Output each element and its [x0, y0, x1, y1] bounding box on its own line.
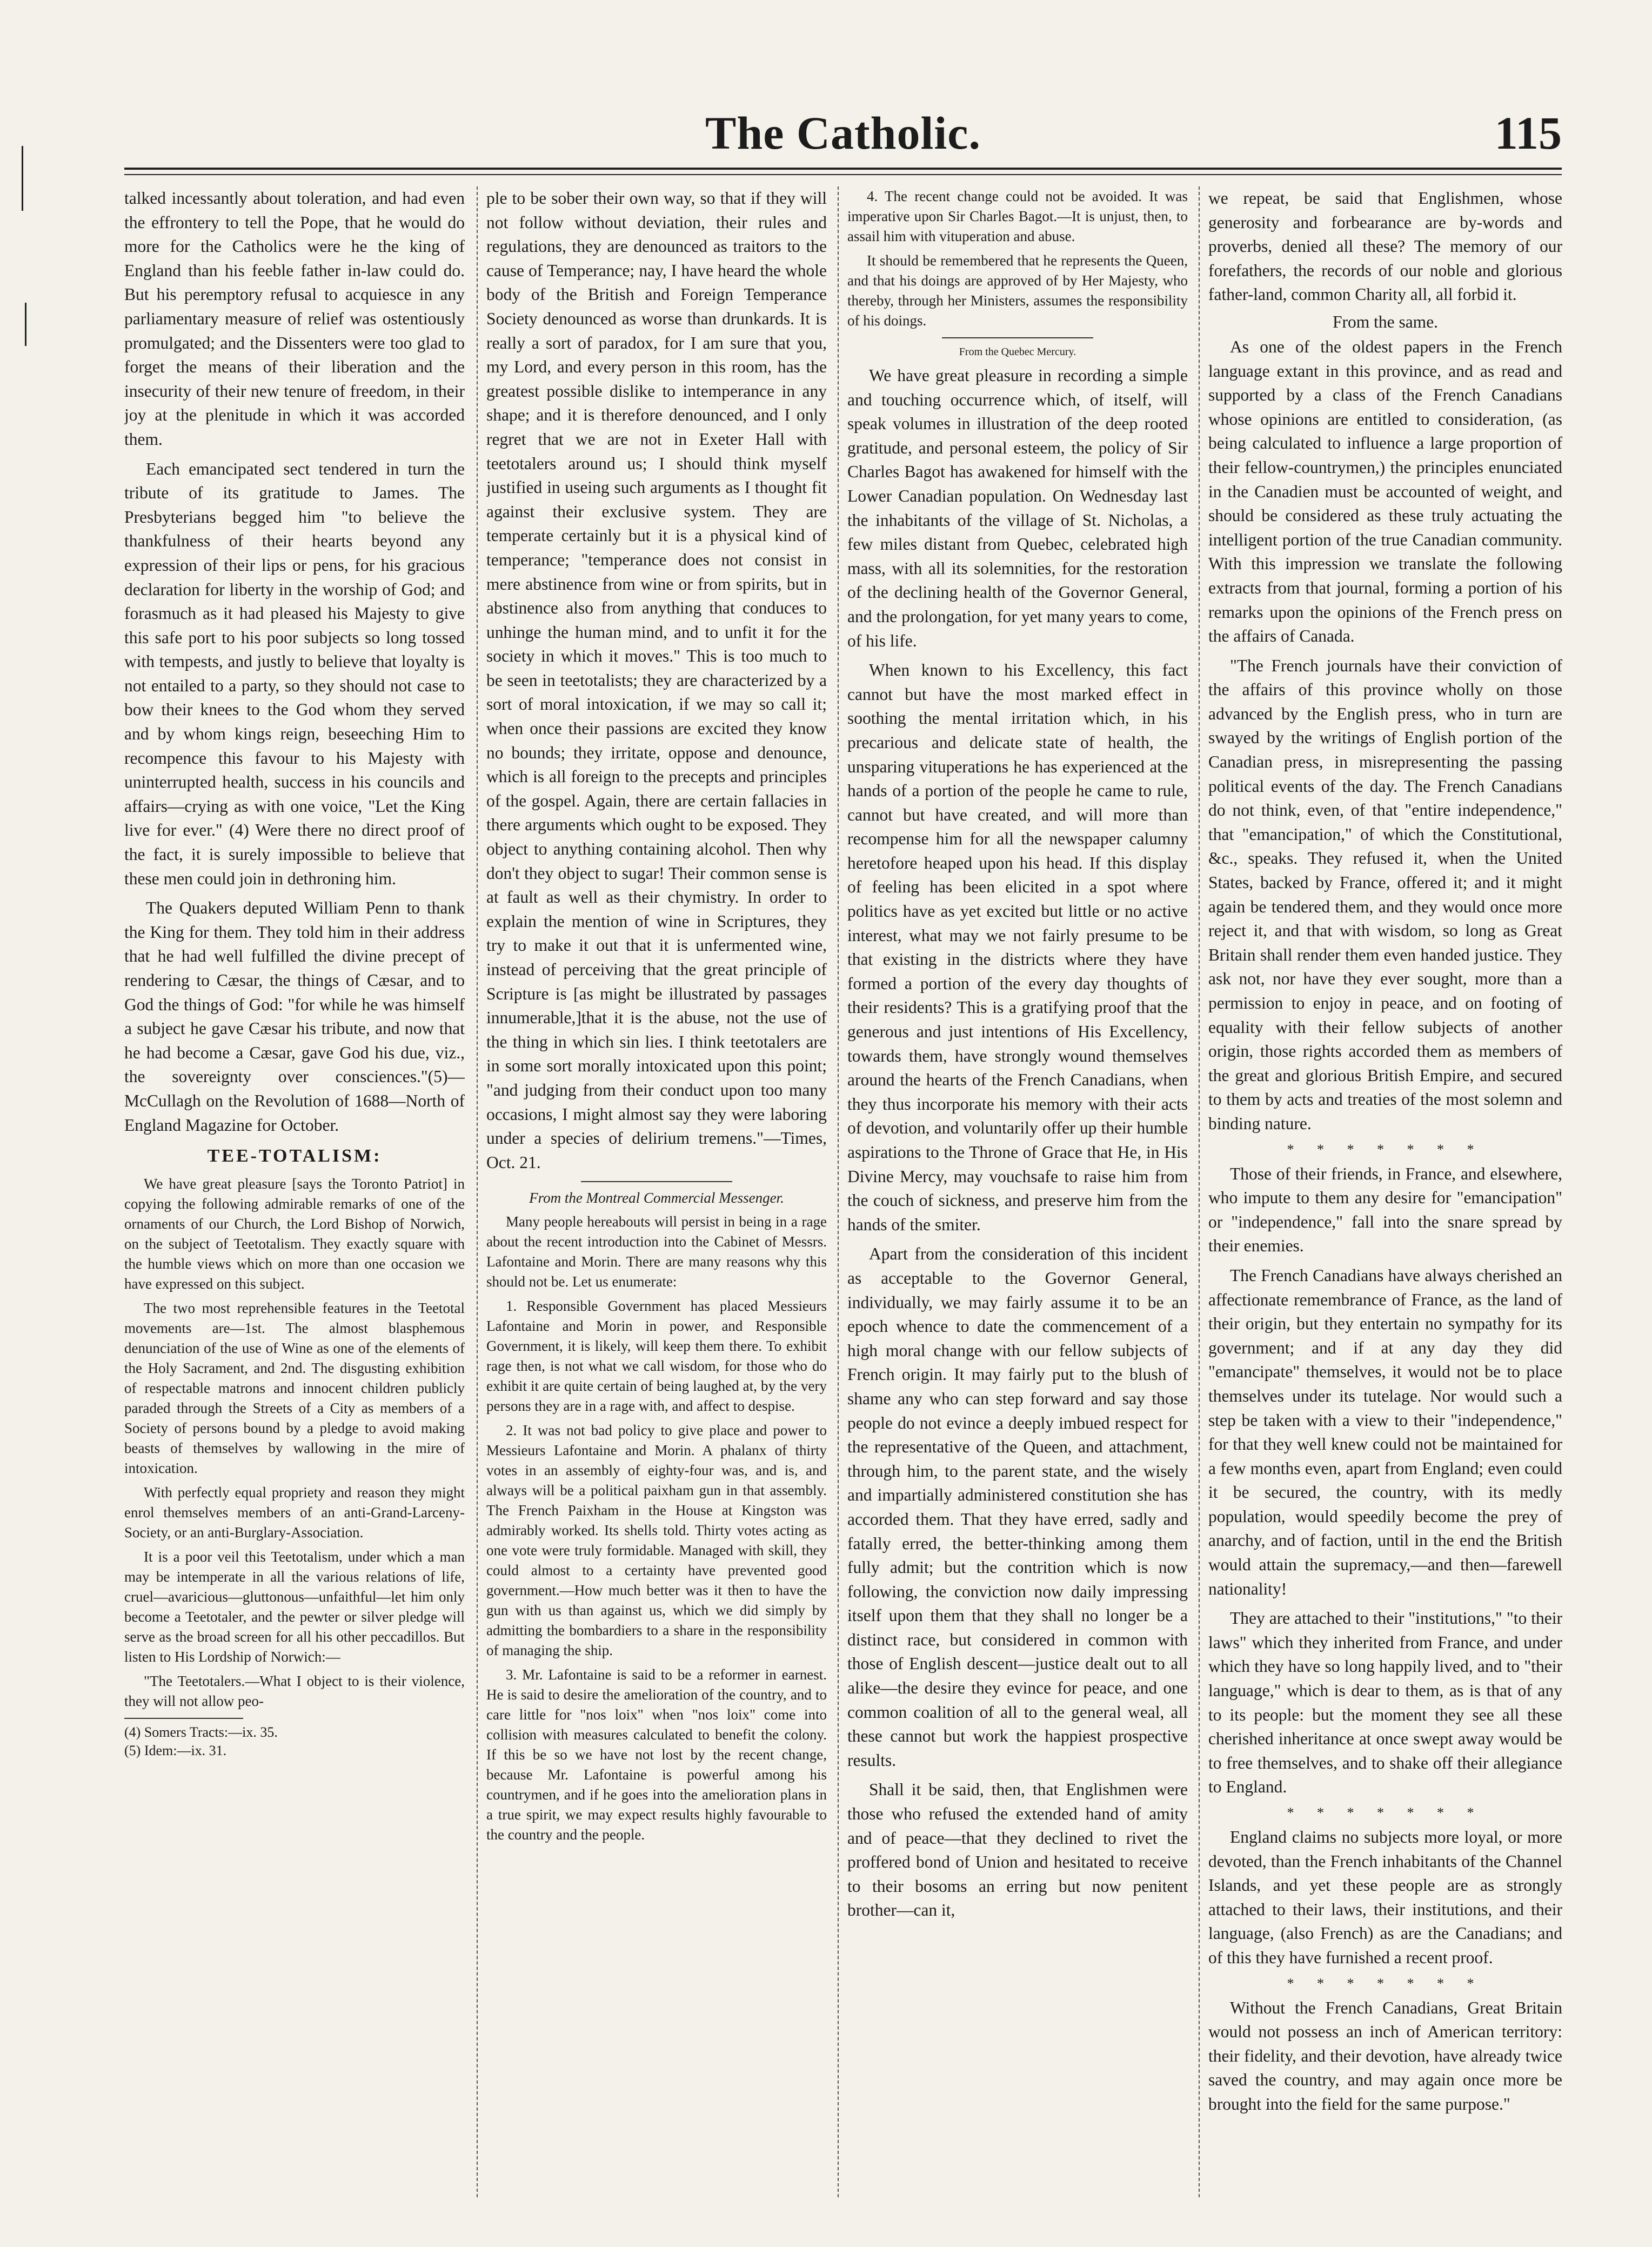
article-paragraph: With perfectly equal propriety and reason they might enrol themselves members of an anti-Grand-Larceny-Society, or an anti-Burglary-Association.: [124, 1484, 465, 1541]
article-paragraph: The Quakers deputed William Penn to thank the King for them. They told him in their address that he had well fulfilled the divine precept of rendering to Cæsar, the things of Cæsar, and to God the things of God: "for while he was himself a subject he gave Cæsar his tribute, and now that he had become a Cæsar, gave God his due, viz., the sovereignty over consciences."(5)—McCullagh on the Revolution of 1688—North of England Magazine for October.: [124, 898, 465, 1135]
header-rule-thick: [124, 168, 1562, 170]
article-paragraph: 3. Mr. Lafontaine is said to be a reformer in earnest. He is said to desire the amelioration of the country, and to care little for "nos loix" when "nos loix" come into collision with measures calculated to benefit the colony. If this be so we have not lost by the recent change, because Mr. Lafontaine is powerful among his countrymen, and if he goes into the amelioration plans in a true spirit, we may expect results highly favourable to the country and the people.: [486, 1666, 827, 1843]
article-paragraph: It is a poor veil this Teetotalism, under which a man may be intemperate in all the various relations of life, cruel—avaricious—gluttonous—unfaithful—let him only become a Teetotaler, and the pewter or silver pledge will serve as the broad screen for all his other peccadillos. But listen to His Lordship of Norwich:—: [124, 1549, 465, 1665]
article-paragraph: We have great pleasure [says the Toronto Patriot] in copying the following admirable remarks of one of the ornaments of our Church, the Lord Bishop of Norwich, on the subject of Teetotalism. They exactly square with the humble views which on more than one occasion we have expressed on this subject.: [124, 1176, 465, 1292]
masthead: [124, 106, 1562, 165]
article-source: From the same.: [1332, 312, 1439, 331]
article-paragraph: The two most reprehensible features in the Teetotal movements are—1st. The almost blasphemous denunciation of the use of Wine as one of the elements of the Holy Sacrament, and 2nd. The disgusting exhibition of respectable matrons and innocent children publicly paraded through the Streets of a City as members of a Society of persons bound by a pledge to avoid making beasts of themselves by wallowing in the mire of intoxication.: [124, 1300, 465, 1477]
page-number: 115: [1494, 107, 1562, 159]
column-1: [124, 186, 465, 2197]
article-paragraph: Each emancipated sect tendered in turn the tribute of its gratitude to James. The Presbyterians begged him "to believe the thankfulness of their hearts beyond any expression of their lips or pens, for his gracious declaration for liberty in the worship of God; and forasmuch as it had pleased his Majesty to give this safe port to his poor subjects so long tossed with tempests, and justly to believe that loyalty is not entailed to a party, so they should not case to bow their knees to the God whom they served and by whom kings reign, beseeching Him to recompence this favour to his Majesty with uninterrupted health, success in his councils and affairs—crying as with one voice, "Let the King live for ever." (4) Were there no direct proof of the fact, it is surely impossible to believe that these men could join in dethroning him.: [124, 459, 465, 888]
article-paragraph: Shall it be said, then, that Englishmen were those who refused the extended hand of amity and of peace—that they declined to rivet the proffered bond of Union and hesitated to receive to their bosoms an erring but now penitent brother—can it,: [847, 1780, 1188, 1920]
article-source: From the Montreal Commercial Messenger.: [529, 1190, 784, 1206]
column-divider: [477, 186, 478, 2197]
margin-mark: [25, 303, 26, 346]
newspaper-title: The Catholic.: [705, 107, 981, 159]
column-divider: [838, 186, 839, 2197]
article-paragraph: As one of the oldest papers in the French language extant in this province, and as read and supported by a class of the French Canadians whose opinions are entitled to consideration, (as being calculated to influence a large proportion of their fellow-countrymen,) the principles enunciated in the Canadien must be accounted of weight, and should be considered as these truly actuating the intelligent portion of the true Canadian community. With this impression we translate the following extracts from that journal, forming a portion of his remarks upon the opinions of the French press on the affairs of Canada.: [1208, 337, 1562, 646]
column-3: [847, 186, 1188, 2197]
footnote: (5) Idem:—ix. 31.: [124, 1743, 227, 1759]
article-paragraph: ple to be sober their own way, so that if they will not follow without deviation, their rules and regulations, they are denounced as traitors to the cause of Temperance; nay, I have heard the whole body of the British and Foreign Temperance Society denounced as worse than drunkards. It is really a sort of paradox, for I am sure that you, my Lord, and every person in this room, has the greatest possible dislike to intemperance in any shape; and it is therefore denounced, and I only regret that we are not in Exeter Hall with teetotalers around us; I should think myself justified in useing such arguments as I thought fit against their exclusive system. They are temperate certainly but it is a physical kind of temperance; "temperance does not consist in mere abstinence from wine or from spirits, but in abstinence also from anything that conduces to unhinge the human mind, and to unfit it for the society in which it moves." This is too much to be seen in teetotalists; they are characterized by a sort of moral intoxication, if we may so call it; when once their passions are excited they know no bounds; they irritate, oppose and denounce, which is all foreign to the precepts and principles of the gospel. Again, there are certain fallacies in there arguments which ought to be exposed. They object to anything containing alcohol. Then why don't they object to sugar! Their common sense is at fault as well as their chymistry. In order to explain the mention of wine in Scriptures, they try to make it out that it is unfermented wine, instead of perceiving that the great principle of Scripture is [as might be illustrated by passages innumerable,]that it is the abuse, not the use of the thing in which sin lies. I think teetotalers are in some sort morally intoxicated upon this point; "and judging from their conduct upon too many occasions, I might almost say they were laboring under a species of delirium tremens."—Times, Oct. 21.: [486, 189, 827, 1172]
article-separator: [942, 337, 1093, 338]
article-paragraph: The French Canadians have always cherished an affectionate remembrance of France, as the land of their origin, but they entertain no sympathy for its government; and if at any day they did "emancipate" themselves, it would not be to place themselves under its tutelage. Nor would such a step be taken with a view to their "independence," for that they well knew could not be maintained for a few months even, apart from England; even could it be secured, the country, with its medly population, would speedily become the prey of anarchy, and of faction, until in the end the British would attain the supremacy,—and then—farewell nationality!: [1208, 1265, 1562, 1598]
article-separator: [581, 1181, 732, 1182]
column-4: [1208, 186, 1562, 2197]
column-2: [486, 186, 827, 2197]
article-paragraph: 2. It was not bad policy to give place and power to Messieurs Lafontaine and Morin. A phalanx of thirty votes in an assembly of eighty-four was, and is, and always will be a political paixham gun in that assembly. The French Paixham in the House at Kingston was admirably worked. Its shells told. Thirty votes acting as one vote were truly formidable. Managed with skill, they could almost to a certainty have prevented good government.—How much better was it then to have the gun with us than against us, which we did simply by admitting the bombardiers to a share in the responsibility of managing the ship.: [486, 1422, 827, 1659]
margin-mark: [22, 146, 23, 211]
column-divider: [1199, 186, 1200, 2197]
article-paragraph: Those of their friends, in France, and elsewhere, who impute to them any desire for "emancipation" or "independence," fall into the snare spread by their enemies.: [1208, 1164, 1562, 1256]
article-paragraph: England claims no subjects more loyal, or more devoted, than the French inhabitants of the Channel Islands, and yet these people are as strongly attached to their laws, their institutions, and their language, (also French) as are the Canadians; and of this they have furnished a recent proof.: [1208, 1828, 1562, 1967]
article-paragraph: We have great pleasure in recording a simple and touching occurrence which, of itself, will speak volumes in illustration of the deep rooted gratitude, and personal esteem, the policy of Sir Charles Bagot has awakened for himself with the Lower Canadian population. On Wednesday last the inhabitants of the village of St. Nicholas, a few miles distant from Quebec, celebrated high mass, with all its solemnities, for the restoration of the declining health of the Governor General, and the prolongation, for yet many years to come, of his life.: [847, 366, 1188, 650]
article-paragraph: "The French journals have their conviction of the affairs of this province wholly on those advanced by the English press, who in turn are swayed by the writings of English portion of the Canadian press, in misrepresenting the passing political events of the day. The French Canadians do not think, even, of that "entire independence," that "emancipation," of which the Constitutional, &c., speaks. They refused it, when the United States, backed by France, offered it; and it might again be tendered them, and they would once more reject it, and that with wisdom, so long as Great Britain shall render them even handed justice. They ask not, nor have they ever sought, more than a permission to enjoy in peace, and on footing of equality with their fellow subjects of another origin, those rights accorded them as members of the great and glorious British Empire, and secured to them by acts and treaties of the most solemn and binding nature.: [1208, 656, 1562, 1133]
article-paragraph: When known to his Excellency, this fact cannot but have the most marked effect in soothing the mental irritation which, in his precarious and delicate state of health, the unsparing vituperations he has experienced at the hands of a portion of the people he came to rule, cannot but have created, and will more than recompense him for all the newspaper calumny heretofore heaped upon his head. If this display of feeling has been elicited in a spot where politics have as yet excited but little or no active interest, what may we not fairly presume to be that existing in the districts where they have formed a portion of the every day thoughts of their residents? This is a gratifying proof that the generous and just intentions of His Excellency, towards them, have strongly wound themselves around the hearts of the French Canadians, when they thus incorporate his memory with their acts of devotion, and voluntarily offer up their humble aspirations to the Throne of Grace that He, in His Divine Mercy, may vouchsafe to raise him from the couch of sickness, and preserve him from the hands of the smiter.: [847, 661, 1188, 1234]
article-paragraph: Apart from the consideration of this incident as acceptable to the Governor General, individually, we may fairly assume it to be an epoch whence to date the commencement of a high moral change with our fellow subjects of French origin. It may fairly put to the blush of shame any who can step forward and say those people do not evince a deeply imbued respect for the representative of the Queen, and attachment, through him, to the parent state, and the wisely and impartially administered constitution she has accorded them. That they have erred, sadly and fatally erred, the better-thinking among them fully admit; but the contrition which is now following, the conviction now daily impressing itself upon them that they shall no longer be a distinct race, but considered in common with those of English descent—justice dealt out to all alike—the desire they evince for peace, and one common coalition of all to the general weal, all these cannot but work the happiest prospective results.: [847, 1244, 1188, 1770]
article-paragraph: we repeat, be said that Englishmen, whose generosity and forbearance are by-words and proverbs, denied all these? The memory of our forefathers, the records of our noble and glorious father-land, common Charity all, all forbid it.: [1208, 189, 1562, 304]
footnote: (4) Somers Tracts:—ix. 35.: [124, 1724, 278, 1741]
section-break-stars: * * * * * * *: [1287, 1805, 1484, 1821]
article-paragraph: It should be remembered that he represents the Queen, and that his doings are approved of by Her Majesty, who thereby, through her Ministers, assumes the responsibility of his doings.: [847, 252, 1188, 329]
article-paragraph: 1. Responsible Government has placed Messieurs Lafontaine and Morin in power, and Responsible Government, it is likely, will keep them there. To exhibit rage then, is not what we call wisdom, for those who do exhibit it are quite certain of being laughed at, by the very persons they are in a rage with, and affect to despise.: [486, 1298, 827, 1415]
article-paragraph: Many people hereabouts will persist in being in a rage about the recent introduction into the Cabinet of Messrs. Lafontaine and Morin. There are many reasons why this should not be. Let us enumerate:: [486, 1213, 827, 1290]
header-rule-thin: [124, 174, 1562, 175]
article-paragraph: "The Teetotalers.—What I object to is their violence, they will not allow peo-: [124, 1673, 465, 1710]
article-paragraph: They are attached to their "institutions," "to their laws" which they inherited from France, and under which they have so long happily lived, and to "their language," which is dear to them, as is that of any to its people: but the moment they see all these cherished inheritance at once swept away would be to free themselves, and to shake off their allegiance to England.: [1208, 1609, 1562, 1797]
article-paragraph: 4. The recent change could not be avoided. It was imperative upon Sir Charles Bagot.—It is unjust, then, to assail him with vituperation and abuse.: [847, 188, 1188, 244]
article-source: From the Quebec Mercury.: [959, 346, 1076, 358]
footnote-rule: [124, 1718, 243, 1719]
article-paragraph: Without the French Canadians, Great Britain would not possess an inch of American territory: their fidelity, and their devotion, have already twice saved the country, and may again once more be brought into the field for the same purpose.": [1208, 1998, 1562, 2113]
section-heading: TEE-TOTALISM:: [207, 1146, 382, 1166]
article-paragraph: talked incessantly about toleration, and had even the effrontery to tell the Pope, that he would do more for the Catholics were he the king of England than his feeble father in-law could do. But his peremptory refusal to acquiesce in any parliamentary measure of relief was ostentiously promulgated; and the Dissenters were too glad to forget the means of their liberation and the insecurity of their new tenure of freedom, in their joy at the plenitude in which it was accorded them.: [124, 189, 465, 449]
section-break-stars: * * * * * * *: [1287, 1975, 1484, 1991]
section-break-stars: * * * * * * *: [1287, 1141, 1484, 1157]
